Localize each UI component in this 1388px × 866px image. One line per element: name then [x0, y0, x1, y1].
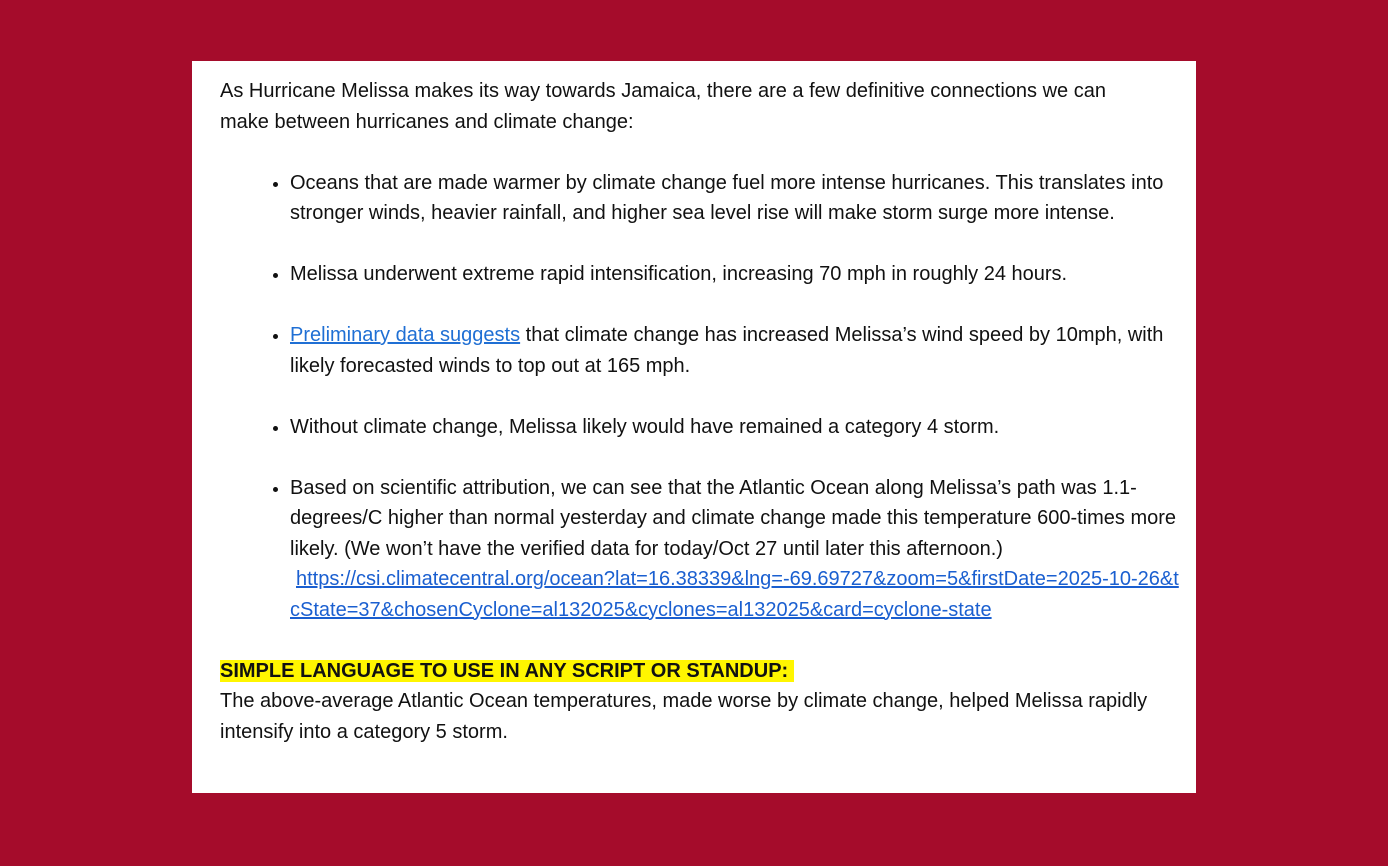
simple-language-heading: SIMPLE LANGUAGE TO USE IN ANY SCRIPT OR STANDUP:	[220, 660, 794, 682]
bullet-text: Based on scientific attribution, we can see that the Atlantic Ocean along Melissa’s path was 1.1-degrees/C higher than normal yesterday and climate change made this temperature 600-times more likely. (We won’t have the verified data for today/Oct 27 until later this afternoon.)	[290, 476, 1177, 560]
bullet-attribution	[290, 473, 1180, 626]
climate-central-link[interactable]: https://csi.climatecentral.org/ocean?lat=16.38339&lng=-69.69727&zoom=5&firstDate=2025-10-26&tcState=37&chosenCyclone=al132025&cyclones=al132025&card=cyclone-state	[290, 568, 1179, 621]
bullet-warmer-oceans	[290, 168, 1180, 229]
bullet-preliminary-data	[290, 320, 1180, 381]
bullet-list	[220, 168, 1180, 626]
bullet-text: that climate change has increased Melissa’s wind speed by 10mph, with likely forecasted winds to top out at 165 mph.	[290, 324, 1164, 377]
bullet-text: Without climate change, Melissa likely would have remained a category 4 storm.	[290, 415, 1000, 438]
bullet-rapid-intensification	[290, 259, 1180, 290]
preliminary-data-link[interactable]: Preliminary data suggests	[290, 324, 521, 346]
simple-language-text: The above-average Atlantic Ocean temperatures, made worse by climate change, helped Melissa rapidly intensify into a category 5 storm.	[220, 690, 1148, 743]
document-content	[220, 76, 1180, 747]
bullet-text: Melissa underwent extreme rapid intensification, increasing 70 mph in roughly 24 hours.	[290, 263, 1068, 285]
document-card	[192, 61, 1196, 793]
simple-language-heading-line	[220, 656, 1180, 687]
bullet-text: Oceans that are made warmer by climate change fuel more intense hurricanes. This translates into stronger winds, heavier rainfall, and higher sea level rise will make storm surge more intense.	[290, 171, 1164, 224]
bullet-category-4	[290, 412, 1180, 443]
intro-paragraph: As Hurricane Melissa makes its way towards Jamaica, there are a few definitive connections we can make between hurricanes and climate change:	[220, 80, 1106, 133]
